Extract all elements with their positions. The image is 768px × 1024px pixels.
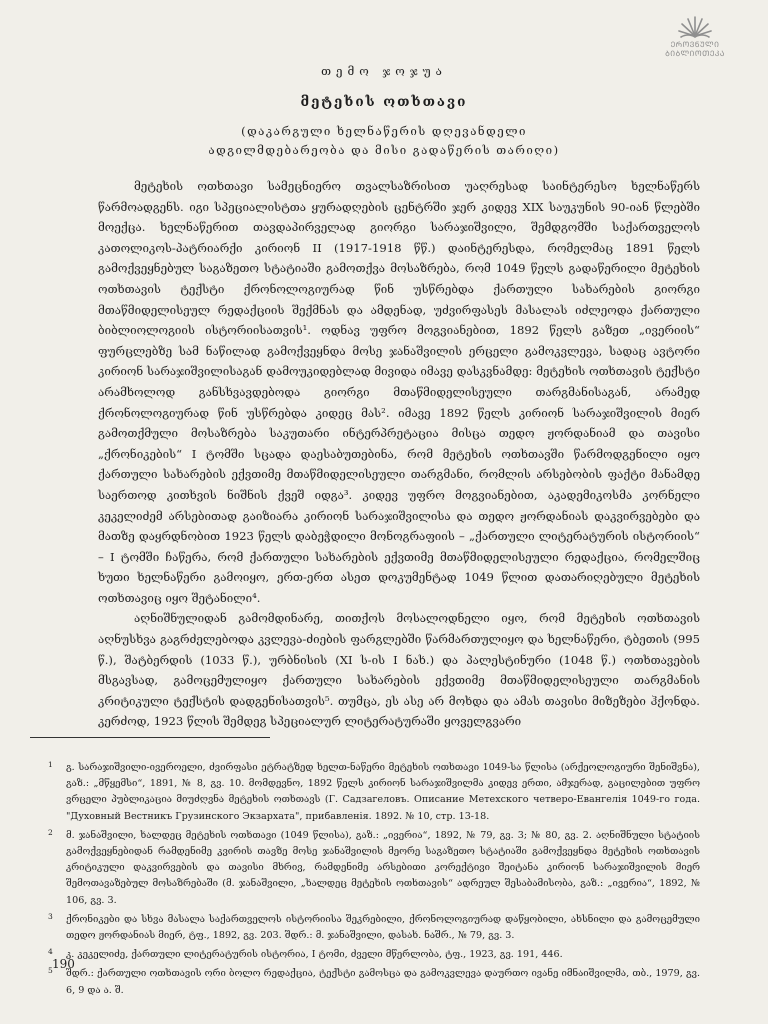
library-logo: [650, 14, 740, 58]
footnote: [48, 760, 700, 825]
footnote-number: 3: [48, 911, 53, 921]
article-subtitle-line1: (დაკარგული ხელნაწერის დღევანდელი: [241, 124, 527, 138]
body-paragraph: მეტეხის ოთხთავი სამეცნიერო თვალსაზრისით უაღრესად საინტერესო ხელნაწერს წარმოადგენს. იგი სპეციალისტთა ყურადღების ცენტრში ჯერ კიდევ XIX საუკუნის 90-იან წლებში მოექცა. ხელნაწერით თავდაპირველად გიორგი სარაჯიშვილი, შემდგომში საქართველოს კათოლიკოს-პატრიარქი კირიონ II (1917-1918 წწ.) დაინტერესდა, რომელმაც 1891 წელს გამოქვეყნებულ საგაზეთო სტატიაში გამოთქვა მოსაზრება, რომ 1049 წელს გადაწერილი მეტეხის ოთხთავის ტექსტი ქრონოლოგიურად წინ უსწრებდა ქართული სახარების გიორგი მთაწმიდელისეულ რედაქციის შექმნას და ამდენად, უძვირფასეს მასალას იძლეოდა ქართული ბიბლიოლოგიის ისტორიისათვის¹. ოდნავ უფრო მოგვიანებით, 1892 წელს გაზეთ „ივერიის“ ფურცლებზე სამ ნაწილად გამოქვეყნდა მოსე ჯანაშვილის ერცელი გამოკვლევა, სადაც ავტორი კირიონ სარაჯიშვილისაგან დამოუკიდებლად მივიდა იმავე დასკვნამდე: მეტეხის ოთხთავის ტექსტი არამხოლოდ განსხვავდებოდა გიორგი მთაწმიდელისეული თარგმანისაგან, არამედ ქრონოლოგიურად წინ უსწრებდა კიდეც მას². იმავე 1892 წელს კირიონ სარაჯიშვილის მიერ გამოთქმული მოსაზრება საკუთარი ინტერპრეტაცია მისცა თედო ჟორდანიამ და თავისი „ქრონიკების“ I ტომში სცადა დაესაბუთებინა, რომ მეტეხის ოთხთავში წარმოდგენილი იყო ქართული სახარების ექვთიმე მთაწმიდელისეული თარგმანი, რომლის არსებობის ფაქტი მანამდე საერთოდ კითხვის ნიშნის ქვეშ იდგა³. კიდევ უფრო მოგვიანებით, აკადემიკოსმა კორნელი კეკელიძემ არსებითად გაიზიარა კირიონ სარაჯიშვილისა და თედო ჟორდანიას დაკვირვებები და მათზე დაყრდნობით 1923 წელს დაბეჭდილი მონოგრაფიის – „ქართული ლიტერატურის ისტორიის“ – I ტომში ჩაწერა, რომ ქართული სახარების ექვთიმე მთაწმიდელისეული რედაქცია, რომელშიც ხუთი ხელნაწერი გამოიყო, ერთ-ერთ ასეთ დოკუმენტად 1049 წლით დათარიღებული მეტეხის ოთხთავიც იყო შეტანილი⁴.: [98, 179, 700, 605]
footnote-text: კ. კეკელიძე, ქართული ლიტერატურის ისტორია, I ტომი, ძველი მწერლობა, ტფ., 1923, გვ. 191, 446.: [66, 949, 563, 961]
footnote-text: ქრონიკები და სხვა მასალა საქართველოს ისტორიისა შეკრებილი, ქრონოლოგიურად დაწყობილი, ახსნილი და გამოცემული თედო ჟორდანიას მიერ, ტფ., 1892, გვ. 203. შდრ.: მ. ჯანაშვილი, დასახ. ნაშრ., № 79, გვ. 3.: [66, 913, 700, 942]
footnote: [48, 828, 700, 909]
book-fan-icon: [678, 14, 712, 40]
footnote-text: გ. სარაჯიშვილი-ივეროელი, ძვირფასი ეტრატზედ ხელთ-ნაწერი მეტეხის ოთხთავი 1049-სა წლისა (არქეოლოგიური შენიშვნა), გაზ.: „მწყემსი“, 1891, № 8, გვ. 10. მომდევნო, 1892 წელს კირიონ სარაჯიშვილმა კიდევ ერთი, ამჯერად, გაცილებით უფრო ვრცელი პუბლიკაცია მიუძღვნა მეტეხის ოთხთავს (Г. Садзагеловъ. Описание Метехского четверо-Евангелія 1049-го года. "Духовный Вестникъ Грузинского Экзархата", прибавленія. 1892. № 10, стр. 13-18.: [66, 762, 700, 822]
page-number: 190: [52, 957, 75, 971]
article-body: [98, 176, 700, 732]
footnote-text: მ. ჯანაშვილი, ხალდეც მეტეხის ოთხთავი (1049 წლისა), გაზ.: „ივერია“, 1892, № 79, გვ. 3; № 80, გვ. 2. აღნიშნული სტატიის გამოქვეყნებიდან რამდენიმე კვირის თავზე მოსე ჯანაშვილის მეორე საგაზეთო სტატიაში გამოქვეყნდა მეტეხის ოთხთავის კრიტიკული დაკვირვების და თავისი მხრივ, რამდენიმე არსებითი კორექტივი შეიტანა კირიონ სარაჯიშვილის მიერ შემოთავაზებულ მოსაზრებაში (მ. ჯანაშვილი, „ხალდეც მეტეხის ოთხთავის“ ადრეულ შესაბამისობა, გაზ.: „ივერია“, 1892, № 106, გვ. 3.: [66, 829, 700, 906]
footnote-number: 4: [48, 947, 53, 957]
article-title: მეტეხის ოთხთავი: [300, 94, 468, 110]
footnote-divider: [30, 737, 270, 738]
footnote: [48, 912, 700, 944]
footnote: [48, 947, 700, 963]
logo-text-line1: ᲔᲠᲝᲕᲜᲣᲚᲘ: [670, 40, 720, 49]
footnote-text: შდრ.: ქართული ოთხთავის ორი ბოლო რედაქცია, ტექსტი გამოსცა და გამოკვლევა დაურთო ივანე იმნაიშვილმა, თბ., 1979, გვ. 6, 9 და ა. შ.: [66, 968, 700, 996]
footnote-number: 5: [48, 966, 53, 976]
article-subtitle-line2: ადგილმდებარეობა და მისი გადაწერის თარიღი): [208, 143, 560, 157]
body-paragraph: აღნიშნულიდან გამომდინარე, თითქოს მოსალოდნელი იყო, რომ მეტეხის ოთხთავის აღნუსხვა გაგრძელებოდა კვლევა-ძიების ფარგლებში წარმართულიყო და ხელნაწერი, ტბეთის (995 წ.), შატბერდის (1033 წ.), ურბნისის (XI ს-ის I ნახ.) და პალესტინური (1048 წ.) ოთხთავების მსგავსად, გამოცემულიყო ქართული სახარების ექვთიმე მთაწმიდელისეული თარგმანის კრიტიკული ტექსტის დადგენისათვის⁵. თუმცა, ეს ასე არ მოხდა და ამას თავისი მიზეზები ჰქონდა. კერძოდ, 1923 წლის შემდეგ სპეციალურ ლიტერატურაში ყოველგვარი: [98, 611, 700, 729]
footnote: [48, 966, 700, 998]
footnote-number: 1: [48, 760, 53, 769]
footnotes: [48, 760, 700, 1002]
logo-text-line2: ᲑᲘᲑᲚᲘᲝᲗᲔᲙᲐ: [665, 49, 725, 58]
footnote-number: 2: [48, 827, 53, 837]
author-name: თემო ჯოჯუა: [321, 64, 447, 78]
